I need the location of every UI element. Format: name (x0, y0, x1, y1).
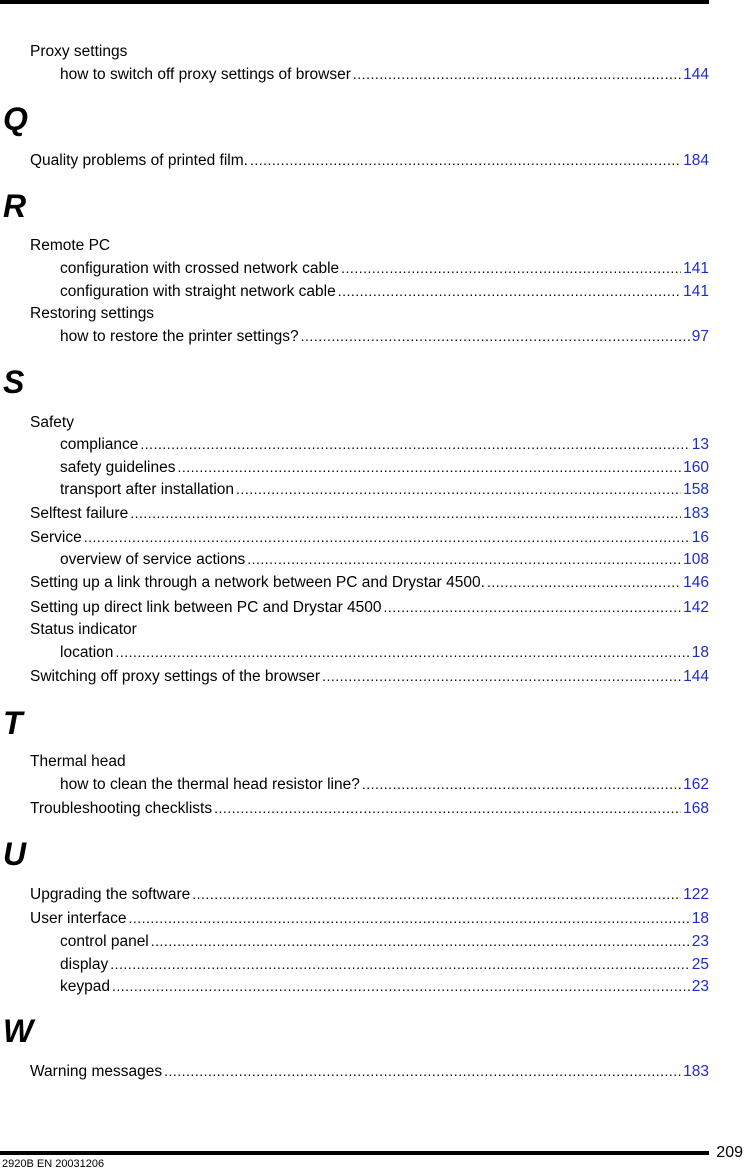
entry-text: how to clean the thermal head resistor line? (60, 776, 360, 793)
index-entry-safety-guidelines[interactable] (60, 457, 709, 477)
entry-text: Safety (30, 414, 74, 431)
entry-text: Thermal head (30, 753, 126, 770)
page-link[interactable]: 158 (683, 481, 709, 498)
bottom-rule (0, 1151, 709, 1155)
index-entry-display[interactable] (60, 954, 709, 974)
page-link[interactable]: 97 (691, 328, 709, 345)
section-letter-s: S (3, 364, 25, 400)
entry-text: Quality problems of printed film. (30, 152, 248, 169)
leader-dots (322, 666, 681, 686)
leader-dots (140, 434, 689, 454)
index-entry-config-straight[interactable] (60, 281, 709, 301)
leader-dots (301, 326, 690, 346)
index-entry-compliance[interactable] (60, 434, 709, 454)
entry-text: Warning messages (30, 1063, 163, 1080)
page-link[interactable]: 18 (691, 910, 709, 927)
index-entry-safety (30, 413, 709, 433)
page-number: 209 (716, 1144, 743, 1161)
leader-dots (250, 150, 681, 170)
index-entry-control-panel[interactable] (60, 931, 709, 951)
leader-dots (214, 798, 681, 818)
entry-text: Switching off proxy settings of the browser (30, 668, 321, 685)
page-link[interactable]: 184 (683, 152, 709, 169)
entry-text: configuration with straight network cable (60, 283, 336, 300)
index-entry-remote-pc (30, 236, 709, 256)
entry-text: compliance (60, 436, 139, 453)
entry-text: how to switch off proxy settings of browser (60, 66, 351, 83)
index-entry-status-indicator (30, 620, 709, 640)
entry-text: configuration with crossed network cable (60, 260, 340, 277)
section-letter-u: U (3, 836, 27, 872)
index-entry-clean-thermal[interactable] (60, 774, 709, 794)
entry-text: Setting up direct link between PC and Drystar 4500 (30, 599, 382, 616)
entry-text: Service (30, 529, 82, 546)
index-entry-config-crossed[interactable] (60, 258, 709, 278)
leader-dots (247, 549, 681, 569)
leader-dots (128, 908, 689, 928)
index-entry-overview-service[interactable] (60, 549, 709, 569)
leader-dots (236, 479, 681, 499)
index-entry-proxy-settings (30, 42, 709, 62)
page-link[interactable]: 108 (683, 551, 709, 568)
top-rule (0, 0, 709, 4)
page-link[interactable]: 142 (683, 599, 709, 616)
entry-text: User interface (30, 910, 127, 927)
index-entry-restoring-settings (30, 304, 709, 324)
page-link[interactable]: 146 (683, 574, 709, 591)
index-entry-thermal-head (30, 752, 709, 772)
leader-dots (151, 931, 690, 951)
index-entry-selftest-failure[interactable] (30, 503, 709, 523)
index-entry-switching-off-proxy[interactable] (30, 666, 709, 686)
entry-text: control panel (60, 933, 149, 950)
index-entry-transport-after[interactable] (60, 479, 709, 499)
index-entry-quality-problems[interactable] (30, 150, 709, 170)
leader-dots (384, 597, 682, 617)
entry-text: keypad (60, 978, 110, 995)
page-link[interactable]: 25 (691, 956, 709, 973)
leader-dots (112, 976, 690, 996)
leader-dots (341, 258, 681, 278)
index-entry-restore-printer[interactable] (60, 326, 709, 346)
entry-text: safety guidelines (60, 459, 176, 476)
entry-text: transport after installation (60, 481, 235, 498)
index-entry-location[interactable] (60, 642, 709, 662)
section-letter-q: Q (3, 101, 28, 137)
section-letter-w: W (3, 1013, 34, 1049)
index-entry-warning-messages[interactable] (30, 1061, 709, 1081)
page-link[interactable]: 141 (683, 260, 709, 277)
leader-dots (192, 884, 681, 904)
page-link[interactable]: 162 (683, 776, 709, 793)
entry-text: overview of service actions (60, 551, 246, 568)
page-link[interactable]: 160 (683, 459, 709, 476)
leader-dots (115, 642, 689, 662)
page-link[interactable]: 183 (683, 1063, 709, 1080)
leader-dots (487, 572, 681, 592)
section-letter-r: R (3, 188, 27, 224)
leader-dots (84, 527, 690, 547)
page-link[interactable]: 144 (683, 668, 709, 685)
page-link[interactable]: 23 (691, 978, 709, 995)
page-link[interactable]: 141 (683, 283, 709, 300)
index-entry-keypad[interactable] (60, 976, 709, 996)
leader-dots (164, 1061, 681, 1081)
entry-text: Upgrading the software (30, 886, 191, 903)
entry-text: Status indicator (30, 621, 137, 638)
entry-text: Restoring settings (30, 305, 155, 322)
section-letter-t: T (3, 705, 23, 741)
index-entry-setup-network[interactable] (30, 572, 709, 592)
page-link[interactable]: 13 (691, 436, 709, 453)
entry-text: Troubleshooting checklists (30, 800, 213, 817)
page-link[interactable]: 18 (691, 644, 709, 661)
leader-dots (130, 503, 681, 523)
leader-dots (362, 774, 681, 794)
entry-text: Proxy settings (30, 43, 128, 60)
entry-text: how to restore the printer settings? (60, 328, 299, 345)
entry-text: display (60, 956, 109, 973)
page-link[interactable]: 122 (683, 886, 709, 903)
index-entry-proxy-switch-off[interactable] (60, 64, 709, 84)
index-entry-service[interactable] (30, 527, 709, 547)
leader-dots (338, 281, 681, 301)
index-entry-setup-direct[interactable] (30, 597, 709, 617)
page-link[interactable]: 16 (691, 529, 709, 546)
leader-dots (177, 457, 681, 477)
leader-dots (353, 64, 681, 84)
entry-text: location (60, 644, 114, 661)
index-entry-user-interface[interactable] (30, 908, 709, 928)
page-link[interactable]: 168 (683, 800, 709, 817)
entry-text: Remote PC (30, 237, 111, 254)
page-link[interactable]: 23 (691, 933, 709, 950)
entry-text: Selftest failure (30, 505, 129, 522)
index-entry-troubleshooting[interactable] (30, 798, 709, 818)
index-entry-upgrading-software[interactable] (30, 884, 709, 904)
page-link[interactable]: 183 (683, 505, 709, 522)
leader-dots (110, 954, 690, 974)
entry-text: Setting up a link through a network between PC and Drystar 4500. (30, 574, 485, 591)
page-link[interactable]: 144 (683, 66, 709, 83)
document-code: 2920B EN 20031206 (2, 1158, 105, 1170)
